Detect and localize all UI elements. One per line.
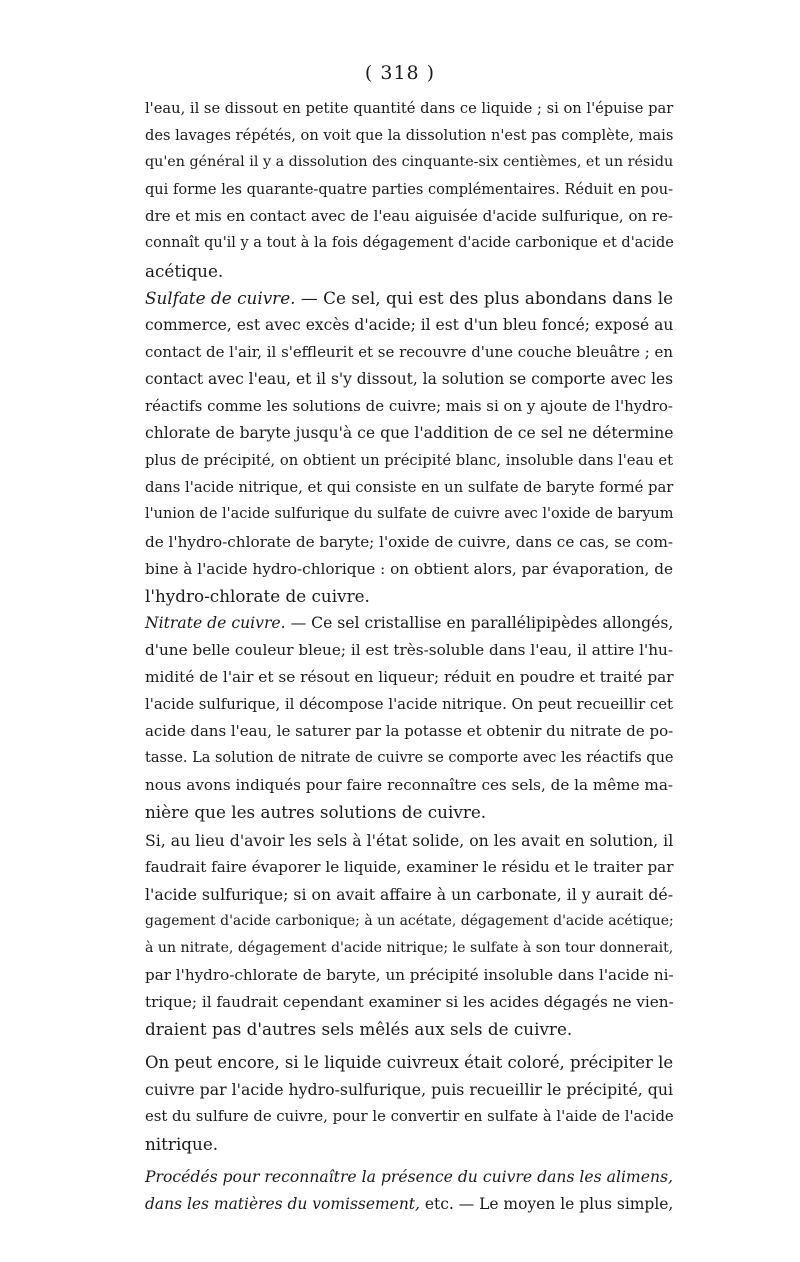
text-line — [145, 474, 673, 501]
line-text: nière que les autres solutions de cuivre. — [145, 802, 487, 823]
text-line — [145, 908, 673, 935]
line-text: l'union de l'acide sulfurique du sulfate de cuivre avec l'oxide de baryum — [145, 506, 674, 523]
line-text: à un nitrate, dégagement d'acide nitrique; le sulfate à son tour donnerait, — [145, 939, 674, 956]
line-text: acétique. — [145, 260, 224, 281]
line-text: cuivre par l'acide hydro-sulfurique, puis recueillir le précipité, qui — [145, 1080, 673, 1100]
text-line — [145, 799, 673, 826]
text-line — [145, 1131, 673, 1158]
text-line — [145, 935, 673, 962]
line-text: l'acide sulfurique; si on avait affaire à un carbonate, il y aurait dé- — [145, 884, 674, 904]
text-line — [145, 1049, 673, 1076]
line-text: commerce, est avec excès d'acide; il est d'un bleu foncé; exposé au — [145, 315, 674, 334]
italic-heading: Sulfate de cuivre. — [145, 287, 296, 308]
text-line — [145, 339, 673, 366]
text-line — [145, 854, 673, 881]
text-line — [145, 664, 673, 691]
line-text: l'hydro-chlorate de cuivre. — [145, 585, 370, 606]
line-text: — Ce sel cristallise en parallélipipèdes allongés, — [285, 613, 674, 632]
line-text: midité de l'air et se résout en liqueur; réduit en poudre et traité par — [145, 667, 674, 686]
text-line — [145, 556, 673, 583]
text-line — [145, 447, 673, 474]
line-text: acide dans l'eau, le saturer par la potasse et obtenir du nitrate de po- — [145, 722, 674, 741]
line-text: plus de précipité, on obtient un précipité blanc, insoluble dans l'eau et — [145, 452, 674, 470]
line-text: contact de l'air, il s'effleurit et se recouvre d'une couche bleuâtre ; en — [145, 342, 673, 361]
text-line — [145, 1076, 673, 1103]
text-line — [145, 583, 673, 610]
line-text: qu'en général il y a dissolution des cinquante-six centièmes, et un résidu — [145, 154, 674, 171]
text-line — [145, 745, 673, 772]
text-line — [145, 1191, 673, 1218]
italic-heading: Procédés pour reconnaître la présence du cuivre dans les alimens, — [145, 1167, 673, 1186]
text-line — [145, 258, 673, 285]
line-text: etc. — Le moyen le plus simple, — [419, 1194, 674, 1213]
line-text: nous avons indiqués pour faire reconnaître ces sels, de la même ma- — [145, 776, 673, 795]
line-text: gagement d'acide carbonique; à un acétate, dégagement d'acide acétique; — [145, 912, 674, 929]
text-line — [145, 95, 673, 122]
italic-heading: Nitrate de cuivre. — [145, 613, 286, 632]
text-line — [145, 691, 673, 718]
italic-heading: dans les matières du vomissement, — [145, 1194, 420, 1213]
line-text: tasse. La solution de nitrate de cuivre se comporte avec les réactifs que — [145, 750, 674, 767]
text-line — [145, 529, 673, 556]
text-line — [145, 610, 673, 637]
line-text: bine à l'acide hydro-chlorique : on obtient alors, par évaporation, de — [145, 559, 673, 578]
text-line — [145, 203, 673, 230]
line-text: connaît qu'il y a tout à la fois dégagement d'acide carbonique et d'acide — [145, 235, 674, 252]
text-line — [145, 230, 673, 257]
line-text: est du sulfure de cuivre, pour le convertir en sulfate à l'aide de l'acide — [145, 1108, 674, 1126]
text-line — [145, 1016, 673, 1043]
line-text: On peut encore, si le liquide cuivreux était coloré, précipiter le — [145, 1053, 674, 1073]
text-line — [145, 501, 673, 528]
line-text: des lavages répétés, on voit que la dissolution n'est pas complète, mais — [145, 127, 674, 145]
text-line — [145, 393, 673, 420]
line-text: trique; il faudrait cependant examiner si les acides dégagés ne vien- — [145, 993, 674, 1012]
line-text: chlorate de baryte jusqu'à ce que l'addition de ce sel ne détermine — [145, 424, 674, 443]
text-line — [145, 772, 673, 799]
line-text: par l'hydro-chlorate de baryte, un précipité insoluble dans l'acide ni- — [145, 966, 674, 984]
text-line — [145, 176, 673, 203]
line-text: l'eau, il se dissout en petite quantité dans ce liquide ; si on l'épuise par — [145, 100, 674, 117]
text-line — [145, 122, 673, 149]
text-line — [145, 1103, 673, 1130]
line-text: l'acide sulfurique, il décompose l'acide nitrique. On peut recueillir cet — [145, 695, 673, 714]
text-line — [145, 881, 673, 908]
text-line — [145, 1164, 673, 1191]
body-text — [145, 95, 673, 1218]
line-text: — Ce sel, qui est des plus abondans dans le — [295, 287, 673, 308]
text-line — [145, 149, 673, 176]
line-text: Si, au lieu d'avoir les sels à l'état solide, on les avait en solution, il — [145, 830, 674, 850]
line-text: draient pas d'autres sels mêlés aux sels de cuivre. — [145, 1019, 573, 1040]
text-line — [145, 637, 673, 664]
text-line — [145, 285, 673, 312]
line-text: qui forme les quarante-quatre parties complémentaires. Réduit en pou- — [145, 181, 673, 199]
line-text: contact avec l'eau, et il s'y dissout, la solution se comporte avec les — [145, 369, 674, 388]
text-line — [145, 718, 673, 745]
line-text: nitrique. — [145, 1133, 219, 1154]
line-text: dans l'acide nitrique, et qui consiste en un sulfate de baryte formé par — [145, 479, 674, 497]
text-line — [145, 827, 673, 854]
text-line — [145, 962, 673, 989]
line-text: dre et mis en contact avec de l'eau aiguisée d'acide sulfurique, on re- — [145, 207, 673, 226]
line-text: d'une belle couleur bleue; il est très-soluble dans l'eau, il attire l'hu- — [145, 640, 673, 659]
page-number: ( 318 ) — [364, 62, 436, 84]
line-text: réactifs comme les solutions de cuivre; mais si on y ajoute de l'hydro- — [145, 397, 673, 416]
text-line — [145, 420, 673, 447]
line-text: faudrait faire évaporer le liquide, examiner le résidu et le traiter par — [145, 857, 674, 876]
text-line — [145, 366, 673, 393]
line-text: de l'hydro-chlorate de baryte; l'oxide de cuivre, dans ce cas, se com- — [145, 532, 674, 551]
text-line — [145, 989, 673, 1016]
text-line — [145, 312, 673, 339]
